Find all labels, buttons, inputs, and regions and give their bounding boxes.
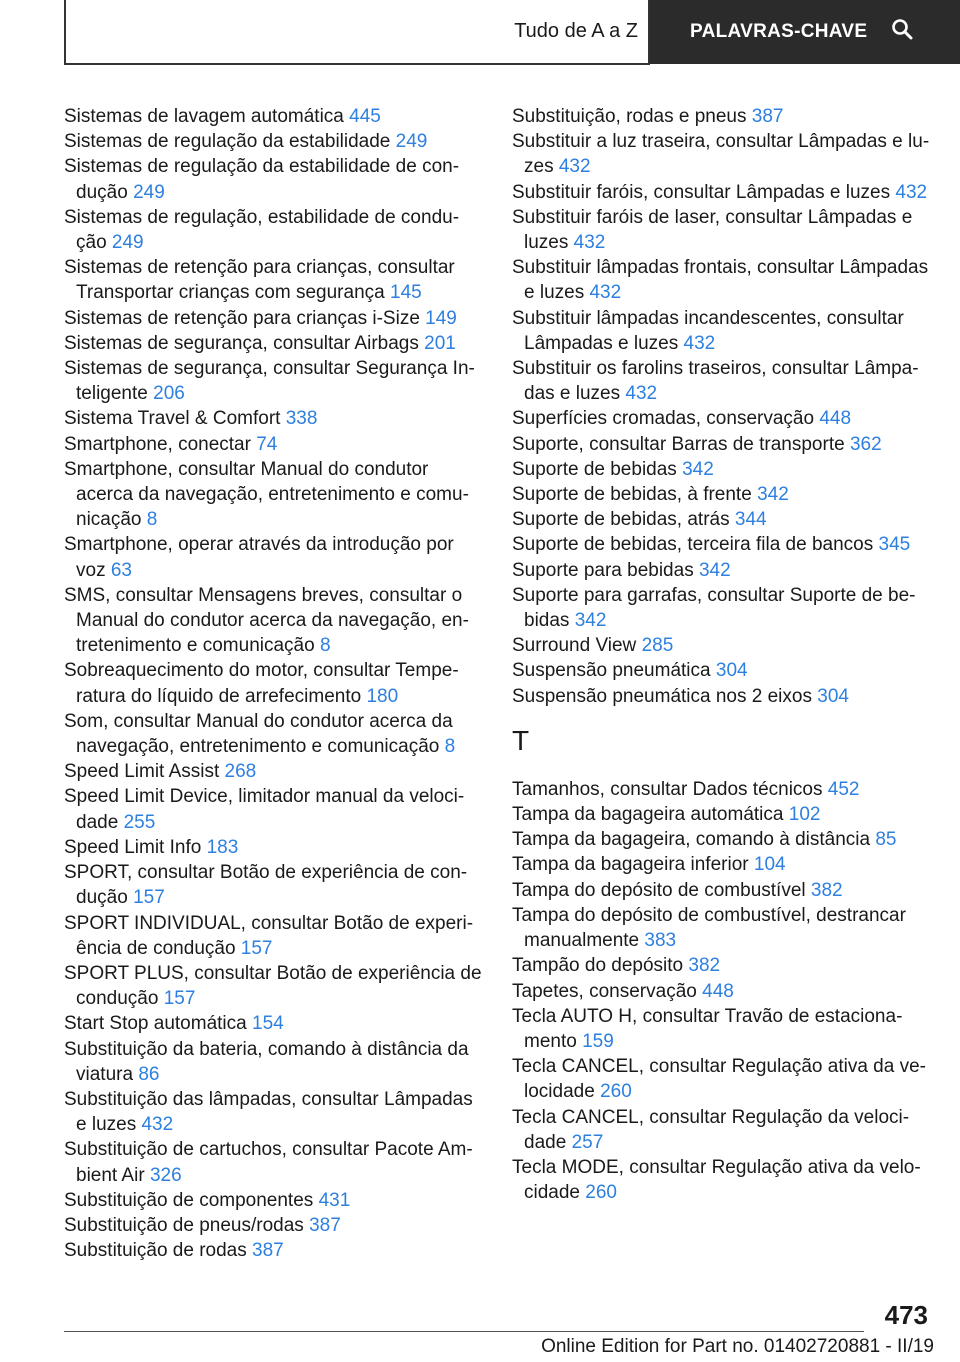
tab-keywords-label: PALAVRAS-CHAVE xyxy=(690,21,868,42)
entry-text: Som, consultar Manual do condutor acerca da navegação, entretenimento e comunicação xyxy=(64,710,453,758)
index-entry xyxy=(64,331,482,356)
page-link[interactable]: 8 xyxy=(444,736,456,758)
page-link[interactable]: 432 xyxy=(141,1114,174,1136)
entry-text: Smartphone, conectar xyxy=(64,433,251,455)
page-link[interactable]: 249 xyxy=(133,181,165,203)
page-link[interactable]: 157 xyxy=(240,937,273,959)
entry-text: SPORT INDIVIDUAL, consultar Botão de experiência de condução xyxy=(64,912,474,959)
page-link[interactable]: 432 xyxy=(558,156,591,178)
page-link[interactable]: 362 xyxy=(849,433,882,455)
page-link[interactable]: 382 xyxy=(810,879,843,901)
entry-text: Tampa da bagageira, comando à distância xyxy=(512,829,871,851)
entry-text: Substituir lâmpadas frontais, consultar Lâmpadas e luzes xyxy=(512,257,929,304)
entry-text: Sistemas de regulação da estabilidade de condução xyxy=(64,156,460,203)
footer-rule xyxy=(64,1331,864,1332)
page-link[interactable]: 145 xyxy=(390,282,422,304)
index-entry xyxy=(64,860,482,910)
entry-text: Speed Limit Device, limitador manual da velocidade xyxy=(64,786,465,833)
index-entry xyxy=(512,1004,930,1054)
entry-text: Tampa do depósito de combustível xyxy=(512,879,806,901)
index-column-right xyxy=(512,104,930,1205)
page-link[interactable]: 432 xyxy=(625,383,658,405)
entry-text: Surround View xyxy=(512,635,637,657)
page-link[interactable]: 249 xyxy=(395,131,428,153)
index-entry xyxy=(64,1087,482,1137)
entry-text: Tapetes, conservação xyxy=(512,980,697,1002)
page-link[interactable]: 149 xyxy=(425,307,457,329)
entry-text: Suporte para bebidas xyxy=(512,559,694,581)
page-link[interactable]: 342 xyxy=(698,559,731,581)
index-entry xyxy=(512,979,930,1004)
entry-text: Tampa do depósito de combustível, destrancar manualmente xyxy=(512,904,906,952)
page-link[interactable]: 85 xyxy=(875,829,897,851)
entry-text: Substituição de rodas xyxy=(64,1240,247,1262)
page-link[interactable]: 382 xyxy=(688,955,721,977)
index-entry xyxy=(64,1137,482,1187)
index-entry xyxy=(512,432,930,457)
entry-text: Tecla CANCEL, consultar Regulação da velocidade xyxy=(512,1106,910,1153)
page-link[interactable]: 304 xyxy=(715,660,748,682)
index-entry xyxy=(64,104,482,129)
index-entry xyxy=(64,1188,482,1213)
header-left-rule xyxy=(64,0,66,64)
page-link[interactable]: 154 xyxy=(252,1013,284,1035)
page-link[interactable]: 383 xyxy=(644,930,677,952)
entry-text: Tecla MODE, consultar Regulação ativa da velocidade xyxy=(512,1156,921,1204)
index-entry xyxy=(64,406,482,431)
footer-edition: Online Edition for Part no. 01402720881 - II/19 xyxy=(541,1336,934,1357)
index-entry xyxy=(512,827,930,852)
entry-text: Tamanhos, consultar Dados técnicos xyxy=(512,778,823,800)
index-entry xyxy=(512,306,930,356)
entry-text: Suporte de bebidas, terceira fila de bancos xyxy=(512,534,874,556)
index-entry xyxy=(512,482,930,507)
index-entry xyxy=(512,356,930,406)
page-link[interactable]: 326 xyxy=(149,1164,182,1186)
page-link[interactable]: 342 xyxy=(757,484,789,506)
tab-keywords[interactable] xyxy=(650,0,960,64)
index-entry xyxy=(512,878,930,903)
letter-heading: T xyxy=(512,724,530,756)
entry-text: Smartphone, operar através da introdução por voz xyxy=(64,534,454,581)
page-link[interactable]: 445 xyxy=(349,106,381,127)
index-entry xyxy=(64,255,482,305)
index-entry xyxy=(512,457,930,482)
page-link[interactable]: 432 xyxy=(589,282,622,304)
index-entry xyxy=(64,784,482,834)
entry-text: Sistema Travel & Comfort xyxy=(64,408,281,430)
index-entry xyxy=(64,709,482,759)
entry-text: Substituição de pneus/rodas xyxy=(64,1214,304,1236)
page-link[interactable]: 201 xyxy=(424,332,456,354)
entry-text: Sistemas de retenção para crianças i-Size xyxy=(64,307,420,329)
index-entry xyxy=(64,1011,482,1036)
index-entry xyxy=(512,777,930,802)
index-entry xyxy=(512,558,930,583)
page-link[interactable]: 345 xyxy=(878,534,911,556)
page-link[interactable]: 285 xyxy=(641,635,674,657)
page-link[interactable]: 206 xyxy=(153,383,185,405)
entry-text: Sistemas de regulação da estabilidade xyxy=(64,131,391,153)
entry-text: Substituir faróis de laser, consultar Lâmpadas e luzes xyxy=(512,206,913,254)
index-entry xyxy=(64,1213,482,1238)
entry-text: Suporte de bebidas, à frente xyxy=(512,484,752,506)
entry-text: Suspensão pneumática xyxy=(512,660,711,682)
index-entry xyxy=(64,759,482,784)
index-entry xyxy=(64,1238,482,1263)
entry-text: Speed Limit Assist xyxy=(64,761,220,783)
page-link[interactable]: 157 xyxy=(163,988,196,1010)
entry-text: Suporte de bebidas, atrás xyxy=(512,509,730,531)
page-link[interactable]: 432 xyxy=(683,332,716,354)
entry-text: Tampa da bagageira automática xyxy=(512,804,784,826)
index-group-t xyxy=(512,777,930,1205)
page-link[interactable]: 448 xyxy=(702,980,734,1002)
entry-text: Smartphone, consultar Manual do condutor acerca da navegação, entretenimento e comunicação xyxy=(64,458,469,531)
entry-text: Substituição de cartuchos, consultar Pacote Ambient Air xyxy=(64,1139,473,1186)
page-link[interactable]: 432 xyxy=(573,232,606,254)
index-entry xyxy=(512,684,930,709)
entry-text: Start Stop automática xyxy=(64,1013,247,1035)
page-link[interactable]: 344 xyxy=(734,509,767,531)
index-entry xyxy=(512,802,930,827)
index-entry xyxy=(64,961,482,1011)
entry-text: Speed Limit Info xyxy=(64,836,202,858)
entry-text: Suspensão pneumática nos 2 eixos xyxy=(512,685,812,707)
entry-text: Tampa da bagageira inferior xyxy=(512,854,749,876)
entry-text: Sobreaquecimento do motor, consultar Temperatura do líquido de arrefecimento xyxy=(64,660,459,707)
entry-text: Sistemas de retenção para crianças, consultar Transportar crianças com segurança xyxy=(64,257,455,304)
page-link[interactable]: 260 xyxy=(600,1081,632,1103)
page-link[interactable]: 260 xyxy=(585,1182,617,1204)
index-entry xyxy=(64,583,482,659)
index-entry xyxy=(64,457,482,533)
page-link[interactable]: 8 xyxy=(146,509,158,531)
index-entry xyxy=(512,1155,930,1205)
page-link[interactable]: 104 xyxy=(753,854,786,876)
index-entry xyxy=(64,658,482,708)
tab-a-to-z[interactable]: Tudo de A a Z xyxy=(514,20,638,42)
page-link[interactable]: 432 xyxy=(895,181,928,203)
index-entry xyxy=(512,953,930,978)
entry-text: Substituição da bateria, comando à distância da viatura xyxy=(64,1038,469,1085)
index-entry xyxy=(512,507,930,532)
page-link[interactable]: 63 xyxy=(110,559,132,581)
page-link[interactable]: 304 xyxy=(817,685,849,707)
index-entry xyxy=(64,129,482,154)
entry-text: Superfícies cromadas, conservação xyxy=(512,408,815,430)
index-entry xyxy=(512,633,930,658)
index-entry xyxy=(64,911,482,961)
page-link[interactable]: 74 xyxy=(256,433,278,455)
index-entry xyxy=(64,306,482,331)
page-link[interactable]: 268 xyxy=(224,761,257,783)
index-column-left xyxy=(64,104,482,1263)
index-entry xyxy=(64,205,482,255)
entry-text: Tecla CANCEL, consultar Regulação ativa da velocidade xyxy=(512,1056,926,1103)
page-link[interactable]: 257 xyxy=(571,1131,604,1153)
page-link[interactable]: 180 xyxy=(366,685,399,707)
entry-text: SMS, consultar Mensagens breves, consultar o Manual do condutor acerca da navegação, entretenimento e comunicação xyxy=(64,584,469,657)
index-entry xyxy=(64,835,482,860)
entry-text: Tecla AUTO H, consultar Travão de estacionamento xyxy=(512,1005,903,1052)
entry-text: Suporte para garrafas, consultar Suporte de bebidas xyxy=(512,584,916,632)
index-entry xyxy=(512,1105,930,1155)
page-link[interactable]: 157 xyxy=(133,887,165,909)
page-link[interactable]: 448 xyxy=(819,408,852,430)
index-entry xyxy=(64,432,482,457)
entry-text: Sistemas de segurança, consultar Segurança Inteligente xyxy=(64,358,475,405)
page-link[interactable]: 342 xyxy=(682,458,714,480)
index-entry xyxy=(512,583,930,633)
entry-text: SPORT, consultar Botão de experiência de condução xyxy=(64,862,468,909)
header-bottom-rule xyxy=(64,63,650,65)
page-link[interactable]: 452 xyxy=(827,778,860,800)
index-entry xyxy=(512,104,930,129)
page-link[interactable]: 159 xyxy=(582,1030,614,1052)
index-entry xyxy=(64,356,482,406)
index-group-s xyxy=(512,104,930,709)
entry-text: Substituição, rodas e pneus xyxy=(512,106,747,127)
page-link[interactable]: 183 xyxy=(206,836,239,858)
entry-text: Suporte, consultar Barras de transporte xyxy=(512,433,845,455)
page-link[interactable]: 8 xyxy=(319,635,331,657)
page-link[interactable]: 387 xyxy=(252,1240,284,1262)
page-link[interactable]: 387 xyxy=(751,106,784,127)
page-link[interactable]: 342 xyxy=(574,610,607,632)
entry-text: Substituir lâmpadas incandescentes, consultar Lâmpadas e luzes xyxy=(512,307,904,354)
page-link[interactable]: 431 xyxy=(318,1189,351,1211)
page-link[interactable]: 255 xyxy=(123,811,156,833)
page-link[interactable]: 249 xyxy=(111,232,144,254)
index-entry xyxy=(512,852,930,877)
entry-text: Sistemas de lavagem automática xyxy=(64,106,344,127)
entry-text: Substituição de componentes xyxy=(64,1189,314,1211)
index-entry xyxy=(512,129,930,179)
entry-text: Substituir a luz traseira, consultar Lâmpadas e luzes xyxy=(512,131,930,178)
index-entry xyxy=(512,532,930,557)
entry-text: Sistemas de regulação, estabilidade de condução xyxy=(64,206,460,254)
index-entry xyxy=(64,532,482,582)
entry-text: Substituir faróis, consultar Lâmpadas e luzes xyxy=(512,181,891,203)
index-entry xyxy=(512,1054,930,1104)
index-entry xyxy=(512,658,930,683)
index-entry xyxy=(512,180,930,205)
entry-text: Suporte de bebidas xyxy=(512,458,677,480)
entry-text: Tampão do depósito xyxy=(512,955,684,977)
entry-text: Sistemas de segurança, consultar Airbags xyxy=(64,332,419,354)
entry-text: SPORT PLUS, consultar Botão de experiência de condução xyxy=(64,962,482,1010)
page-link[interactable]: 387 xyxy=(309,1214,341,1236)
page-link[interactable]: 102 xyxy=(788,804,821,826)
index-entry xyxy=(64,154,482,204)
index-entry xyxy=(512,903,930,953)
search-icon xyxy=(891,18,913,46)
index-entry xyxy=(512,255,930,305)
entry-text: Substituição das lâmpadas, consultar Lâmpadas e luzes xyxy=(64,1088,473,1136)
page-number: 473 xyxy=(884,1300,928,1330)
page-link[interactable]: 338 xyxy=(285,408,318,430)
index-entry xyxy=(512,406,930,431)
entry-text: Substituir os farolins traseiros, consultar Lâmpadas e luzes xyxy=(512,358,919,405)
index-entry xyxy=(64,1037,482,1087)
index-entry xyxy=(512,205,930,255)
page-link[interactable]: 86 xyxy=(138,1063,160,1085)
